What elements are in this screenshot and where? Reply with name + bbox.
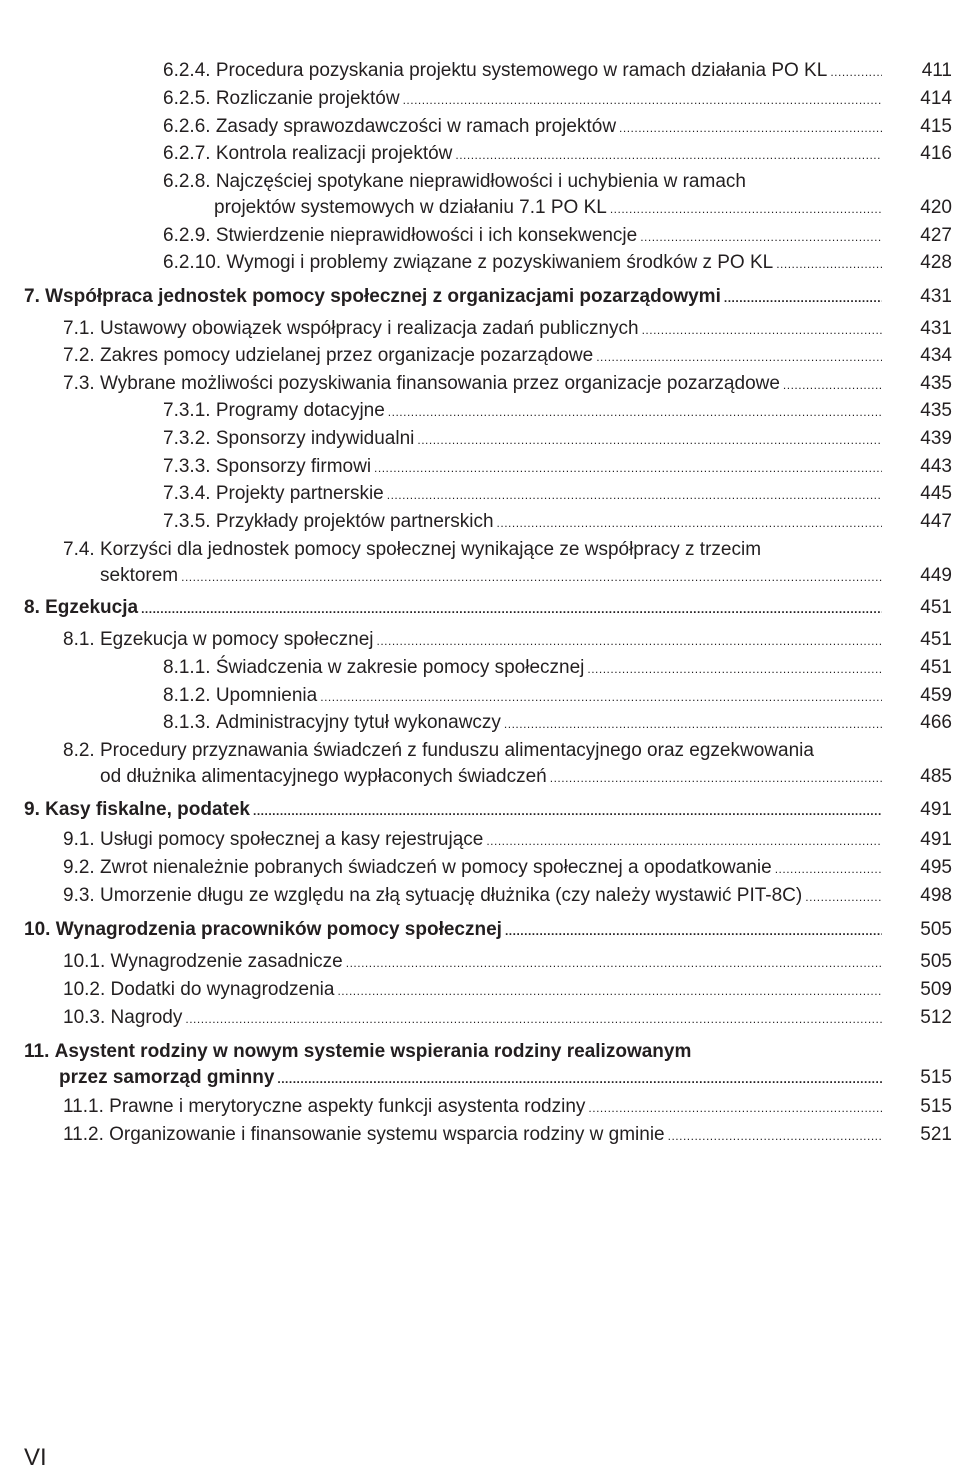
toc-entry-title: Rozliczanie projektów [215, 88, 400, 109]
toc-entry-number: 8.1.3. [163, 712, 216, 733]
dot-leader [497, 509, 882, 536]
toc-entry-line [63, 627, 884, 653]
toc-entry-title: Świadczenia w zakresie pomocy społecznej [215, 657, 585, 678]
toc-entry-number: 11.2. [63, 1124, 110, 1145]
dot-leader [387, 481, 882, 508]
toc-entry-line [214, 195, 884, 221]
toc-entry-line [163, 223, 884, 249]
dot-leader [337, 977, 882, 1004]
toc-entry-number: 6.2.9. [163, 225, 216, 246]
toc-entry-line [63, 316, 884, 342]
dot-leader [505, 917, 882, 944]
toc-entry-line [24, 797, 884, 823]
toc-entry-page: 515 [920, 1067, 952, 1088]
dot-leader [455, 141, 882, 168]
toc-entry-title: projektów systemowych w działaniu 7.1 PO KL [214, 197, 607, 218]
toc-entry-number: 8.1.2. [163, 685, 216, 706]
toc-entry-number: 7.3.4. [163, 483, 216, 504]
toc-entry-number: 7.3.5. [163, 511, 216, 532]
toc-entry-title: Sponsorzy firmowi [215, 456, 372, 477]
dot-leader [377, 627, 882, 654]
toc-entry-page: 505 [920, 919, 952, 940]
toc-entry-title: Stwierdzenie nieprawidłowości i ich konsekwencje [215, 225, 638, 246]
toc-entry-title: od dłużnika alimentacyjnego wypłaconych świadczeń [100, 766, 547, 787]
toc-entry-line [163, 481, 884, 507]
toc-entry-title: Procedura pozyskania projektu systemowego w ramach działania PO KL [215, 60, 828, 81]
toc-entry-page: 445 [920, 483, 952, 504]
toc-entry-page: 495 [920, 857, 952, 878]
dot-leader [783, 371, 882, 398]
toc-entry-page: 491 [920, 799, 952, 820]
dot-leader [346, 949, 882, 976]
toc-entry-line [63, 827, 884, 853]
toc-entry-line [24, 1039, 691, 1065]
toc-entry-title: Przykłady projektów partnerskich [215, 511, 494, 532]
toc-entry-number: 10.1. [63, 951, 111, 972]
toc-entry-title: Usługi pomocy społecznej a kasy rejestrujące [99, 829, 484, 850]
toc-entry-title: Administracyjny tytuł wykonawczy [215, 712, 501, 733]
toc-entry-line [63, 977, 884, 1003]
toc-entry-title: Wybrane możliwości pozyskiwania finansowania przez organizacje pozarządowe [99, 373, 780, 394]
toc-entry-page: 435 [920, 373, 952, 394]
dot-leader [642, 316, 882, 343]
toc-entry-number: 6.2.8. [163, 171, 216, 192]
toc-entry-title: Dodatki do wynagrodzenia [110, 979, 335, 1000]
toc-entry-title: Organizowanie i finansowanie systemu wsparcia rodziny w gminie [109, 1124, 665, 1145]
toc-entry-page: 515 [920, 1096, 952, 1117]
toc-entry-line [63, 537, 761, 563]
dot-leader [141, 595, 882, 622]
toc-entry-number: 6.2.5. [163, 88, 216, 109]
toc-entry-number: 9.3. [63, 885, 100, 906]
dot-leader [640, 223, 882, 250]
toc-entry-title: Upomnienia [215, 685, 318, 706]
toc-entry-title: Umorzenie długu ze względu na złą sytuację dłużnika (czy należy wystawić PIT-8C) [99, 885, 803, 906]
toc-entry-title: Procedury przyznawania świadczeń z funduszu alimentacyjnego oraz egzekwowania [99, 740, 814, 761]
dot-leader [417, 426, 882, 453]
toc-entry-page: 498 [920, 885, 952, 906]
toc-entry-line [163, 398, 884, 424]
dot-leader [776, 250, 882, 277]
toc-entry-line [63, 1005, 884, 1031]
toc-entry-title: Wynagrodzenie zasadnicze [110, 951, 343, 972]
toc-entry-page: 449 [920, 565, 952, 586]
toc-entry-line [24, 595, 884, 621]
toc-entry-page: 459 [920, 685, 952, 706]
toc-entry-number: 6.2.7. [163, 143, 216, 164]
toc-entry-title: Egzekucja [45, 597, 139, 618]
toc-entry-page: 434 [920, 345, 952, 366]
toc-entry-number: 7.3.2. [163, 428, 216, 449]
toc-entry-number: 6.2.6. [163, 116, 216, 137]
dot-leader [253, 797, 882, 824]
toc-entry-page: 420 [920, 197, 952, 218]
toc-entry-title: Prawne i merytoryczne aspekty funkcji asystenta rodziny [109, 1096, 586, 1117]
toc-entry-number: 7. [24, 286, 46, 307]
toc-entry-number: 9. [24, 799, 46, 820]
dot-leader [181, 563, 882, 590]
toc-entry-title: Ustawowy obowiązek współpracy i realizacja zadań publicznych [99, 318, 639, 339]
toc-entry-title: Najczęściej spotykane nieprawidłowości i uchybienia w ramach [215, 171, 746, 192]
toc-entry-page: 428 [920, 252, 952, 273]
toc-entry-page: 451 [920, 657, 952, 678]
toc-entry-line [24, 917, 884, 943]
toc-entry-number: 9.2. [63, 857, 100, 878]
toc-entry-title: Wynagrodzenia pracowników pomocy społecznej [55, 919, 502, 940]
toc-entry-title: sektorem [100, 565, 179, 586]
toc-entry-line [163, 683, 884, 709]
toc-entry-line [163, 250, 884, 276]
dot-leader [374, 454, 882, 481]
toc-entry-title: Projekty partnerskie [215, 483, 384, 504]
toc-entry-line [163, 58, 884, 84]
toc-entry-line [63, 883, 884, 909]
dot-leader [805, 883, 882, 910]
toc-entry-page: 447 [920, 511, 952, 532]
toc-entry-line [163, 454, 884, 480]
toc-entry-number: 8. [24, 597, 46, 618]
toc-entry-title: przez samorząd gminny [59, 1067, 275, 1088]
toc-entry-page: 415 [920, 116, 952, 137]
toc-entry-number: 7.3.3. [163, 456, 216, 477]
toc-entry-title: Programy dotacyjne [215, 400, 385, 421]
toc-entry-page: 485 [920, 766, 952, 787]
dot-leader [504, 710, 882, 737]
toc-entry-line [163, 86, 884, 112]
toc-entry-page: 512 [920, 1007, 952, 1028]
dot-leader [277, 1065, 882, 1092]
toc-entry-number: 7.4. [63, 539, 100, 560]
toc-entry-number: 11.1. [63, 1096, 110, 1117]
toc-entry-title: Asystent rodziny w nowym systemie wspierania rodziny realizowanym [54, 1041, 692, 1062]
toc-entry-page: 411 [921, 60, 952, 81]
toc-entry-line [100, 563, 884, 589]
toc-entry-number: 10. [24, 919, 56, 940]
toc-entry-number: 7.1. [63, 318, 100, 339]
toc-entry-title: Nagrody [110, 1007, 183, 1028]
toc-entry-line [163, 141, 884, 167]
toc-entry-page: 451 [920, 629, 952, 650]
dot-leader [550, 764, 882, 791]
toc-entry-page: 414 [920, 88, 952, 109]
toc-entry-page: 451 [920, 597, 952, 618]
toc-entry-title: Kasy fiskalne, podatek [45, 799, 250, 820]
dot-leader [830, 58, 882, 85]
toc-entry-title: Wymogi i problemy związane z pozyskiwaniem środków z PO KL [226, 252, 774, 273]
toc-entry-line [163, 426, 884, 452]
toc-entry-title: Sponsorzy indywidualni [215, 428, 415, 449]
toc-entry-number: 7.3. [63, 373, 100, 394]
toc-entry-number: 11. [24, 1041, 55, 1062]
toc-entry-line [63, 949, 884, 975]
toc-entry-line [163, 509, 884, 535]
toc-entry-page: 443 [920, 456, 952, 477]
toc-entry-number: 7.2. [63, 345, 100, 366]
toc-entry-number: 6.2.4. [163, 60, 216, 81]
dot-leader [587, 655, 882, 682]
dot-leader [185, 1005, 882, 1032]
toc-entry-title: Zakres pomocy udzielanej przez organizacje pozarządowe [99, 345, 594, 366]
toc-entry-number: 8.1. [63, 629, 100, 650]
toc-entry-title: Współpraca jednostek pomocy społecznej z organizacjami pozarządowymi [45, 286, 721, 307]
toc-entry-title: Egzekucja w pomocy społecznej [99, 629, 374, 650]
toc-entry-page: 466 [920, 712, 952, 733]
toc-entry-line [63, 343, 884, 369]
toc-entry-line [163, 114, 884, 140]
dot-leader [668, 1122, 882, 1149]
toc-entry-title: Kontrola realizacji projektów [215, 143, 453, 164]
toc-entry-line [63, 1122, 884, 1148]
toc-entry-number: 8.1.1. [163, 657, 216, 678]
toc-entry-number: 10.3. [63, 1007, 111, 1028]
toc-entry-line [163, 169, 746, 195]
toc-entry-page: 521 [920, 1124, 952, 1145]
dot-leader [610, 195, 882, 222]
toc-entry-number: 7.3.1. [163, 400, 216, 421]
toc-entry-number: 6.2.10. [163, 252, 227, 273]
dot-leader [775, 855, 882, 882]
toc-entry-line [63, 371, 884, 397]
toc-entry-page: 416 [920, 143, 952, 164]
toc-entry-number: 10.2. [63, 979, 111, 1000]
dot-leader [724, 284, 882, 311]
toc-entry-number: 9.1. [63, 829, 100, 850]
toc-entry-page: 439 [920, 428, 952, 449]
toc-entry-line [63, 1094, 884, 1120]
dot-leader [388, 398, 882, 425]
dot-leader [588, 1094, 882, 1121]
toc-entry-page: 509 [920, 979, 952, 1000]
toc-entry-title: Zwrot nienależnie pobranych świadczeń w pomocy społecznej a opodatkowanie [99, 857, 772, 878]
page-number: VI [24, 1444, 47, 1471]
toc-entry-title: Korzyści dla jednostek pomocy społecznej wynikające ze współpracy z trzecim [99, 539, 762, 560]
dot-leader [596, 343, 882, 370]
toc-entry-page: 505 [920, 951, 952, 972]
toc-entry-line [24, 284, 884, 310]
toc-entry-page: 431 [920, 318, 952, 339]
toc-entry-line [163, 655, 884, 681]
toc-entry-line [63, 855, 884, 881]
toc-entry-page: 435 [920, 400, 952, 421]
toc-entry-line [163, 710, 884, 736]
toc-entry-line [100, 764, 884, 790]
toc-entry-line [59, 1065, 884, 1091]
dot-leader [320, 683, 882, 710]
toc-entry-page: 427 [920, 225, 952, 246]
dot-leader [403, 86, 882, 113]
toc-entry-number: 8.2. [63, 740, 100, 761]
toc-entry-line [63, 738, 814, 764]
toc-entry-page: 491 [920, 829, 952, 850]
toc-entry-title: Zasady sprawozdawczości w ramach projektów [215, 116, 617, 137]
dot-leader [486, 827, 882, 854]
dot-leader [619, 114, 882, 141]
toc-entry-page: 431 [920, 286, 952, 307]
